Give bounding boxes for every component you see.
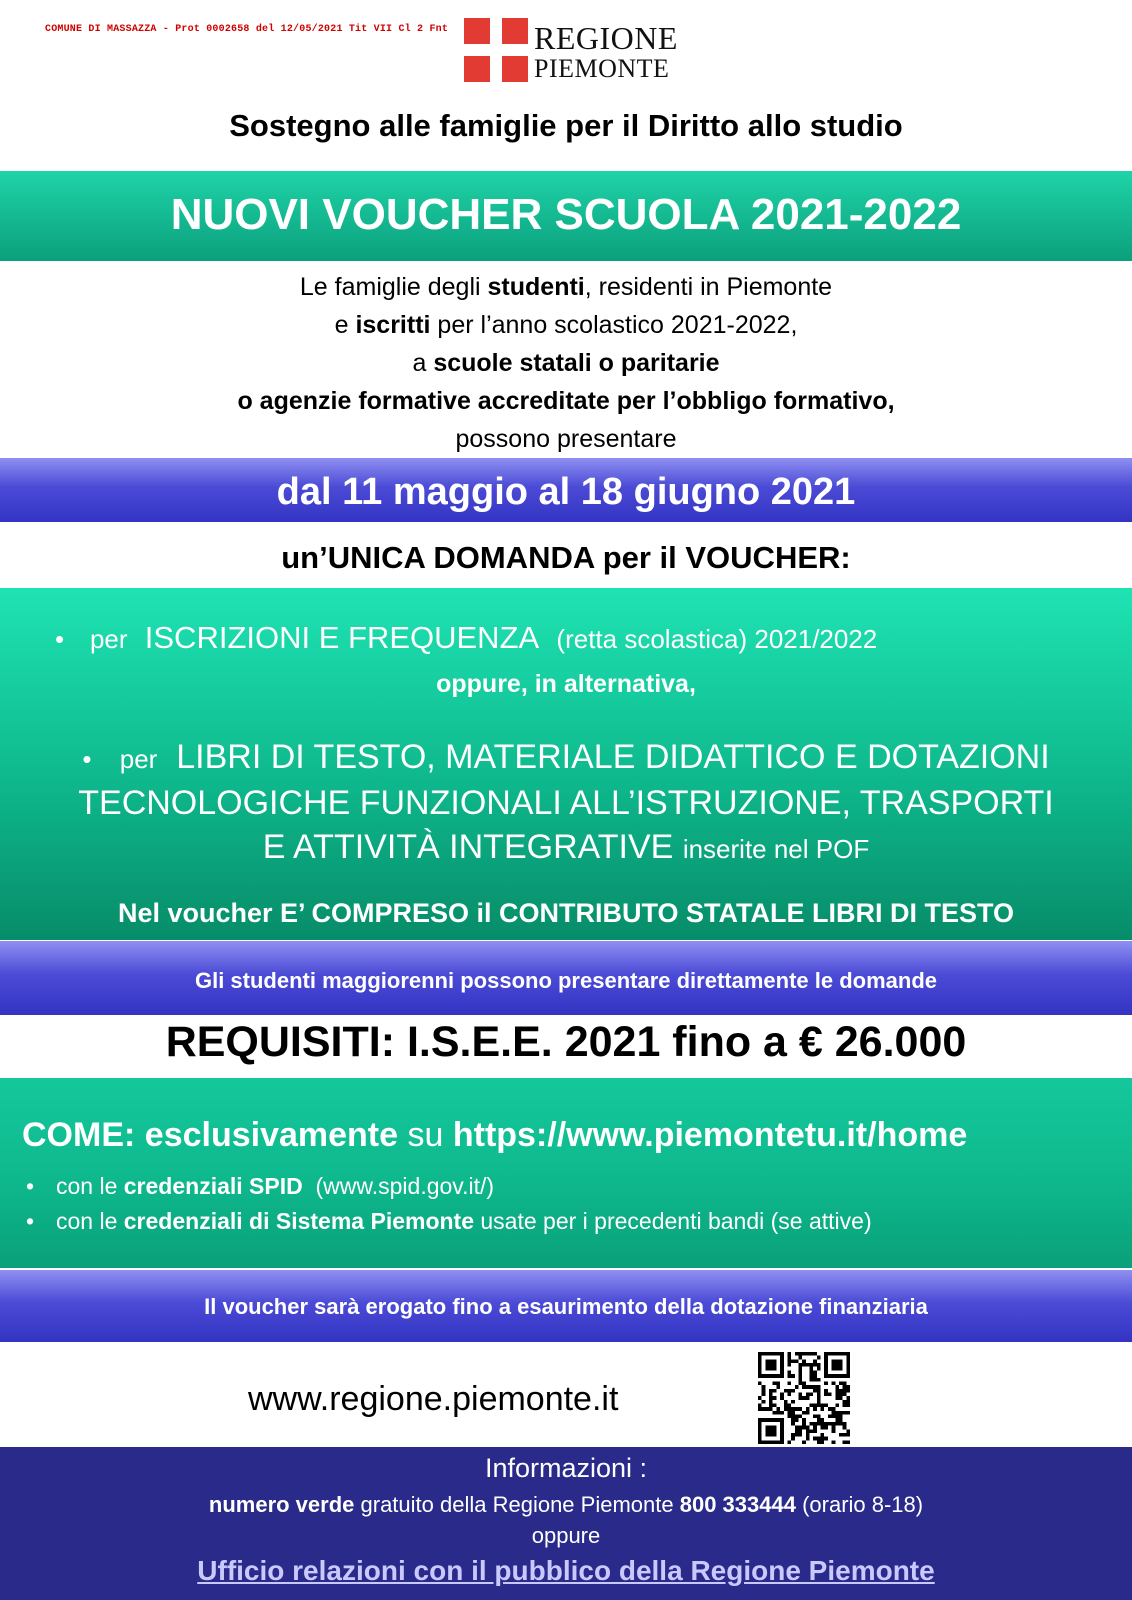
credential-spid: • con le credenziali SPID (www.spid.gov.it/) [26, 1173, 495, 1199]
state-contribution-note: Nel voucher E’ COMPRESO il CONTRIBUTO STATALE LIBRI DI TESTO [117, 898, 1015, 928]
option-books: • per LIBRI DI TESTO, MATERIALE DIDATTICO E DOTAZIONI TECNOLOGICHE FUNZIONALI ALL’ISTRUZIONE, TRASPORTI E ATTIVITÀ INTEGRATIVE inserite nel POF [78, 738, 1054, 866]
subtitle: Sostegno alle famiglie per il Diritto allo studio [229, 108, 903, 143]
info-title: Informazioni : [484, 1453, 648, 1483]
website-link[interactable]: www.regione.piemonte.it [248, 1380, 619, 1418]
requirements-heading: REQUISITI: I.S.E.E. 2021 fino a € 26.000 [165, 1018, 967, 1066]
piemonte-cross-logo-icon [464, 18, 528, 82]
regione-piemonte-logo [464, 18, 684, 86]
qr-code-icon[interactable] [758, 1352, 850, 1444]
alternative-label: oppure, in alternativa, [436, 670, 696, 698]
info-or: oppure [531, 1523, 601, 1548]
logo-line-1: REGIONE [534, 20, 678, 56]
info-phone: numero verde gratuito della Regione Piemonte 800 333444 (orario 8-18) [208, 1492, 924, 1517]
how-to-apply: COME: esclusivamente su https://www.piemontetu.it/home [22, 1116, 968, 1154]
credential-sistema-piemonte: • con le credenziali di Sistema Piemonte usate per i precedenti bandi (se attive) [26, 1208, 872, 1234]
bullet-icon: • [26, 1173, 35, 1199]
logo-line-2: PIEMONTE [534, 54, 670, 83]
funding-note: Il voucher sarà erogato fino a esaurimento della dotazione finanziaria [204, 1294, 928, 1319]
bullet-icon: • [82, 744, 92, 774]
urp-link[interactable]: Ufficio relazioni con il pubblico della Regione Piemonte [197, 1555, 935, 1586]
option-enrollment: • per ISCRIZIONI E FREQUENZA (retta scolastica) 2021/2022 [55, 620, 878, 655]
protocol-stamp: COMUNE DI MASSAZZA - Prot 0002658 del 12/05/2021 Tit VII Cl 2 Fnt [45, 24, 449, 35]
bullet-icon: • [55, 624, 65, 654]
adult-students-note: Gli studenti maggiorenni possono presentare direttamente le domande [194, 968, 938, 993]
bullet-icon: • [26, 1208, 35, 1234]
piemontetu-link[interactable]: https://www.piemontetu.it/home [452, 1116, 968, 1154]
application-dates: dal 11 maggio al 18 giugno 2021 [276, 471, 856, 513]
single-application-heading: un’UNICA DOMANDA per il VOUCHER: [281, 540, 851, 575]
page-title: NUOVI VOUCHER SCUOLA 2021-2022 [170, 190, 962, 239]
intro-text: Le famiglie degli studenti, residenti in Piemonte e iscritti per l’anno scolastico 2021-2022, a scuole statali o paritarie o agenzie formative accreditate per l’obbligo formativo, possono presentare [237, 273, 895, 453]
